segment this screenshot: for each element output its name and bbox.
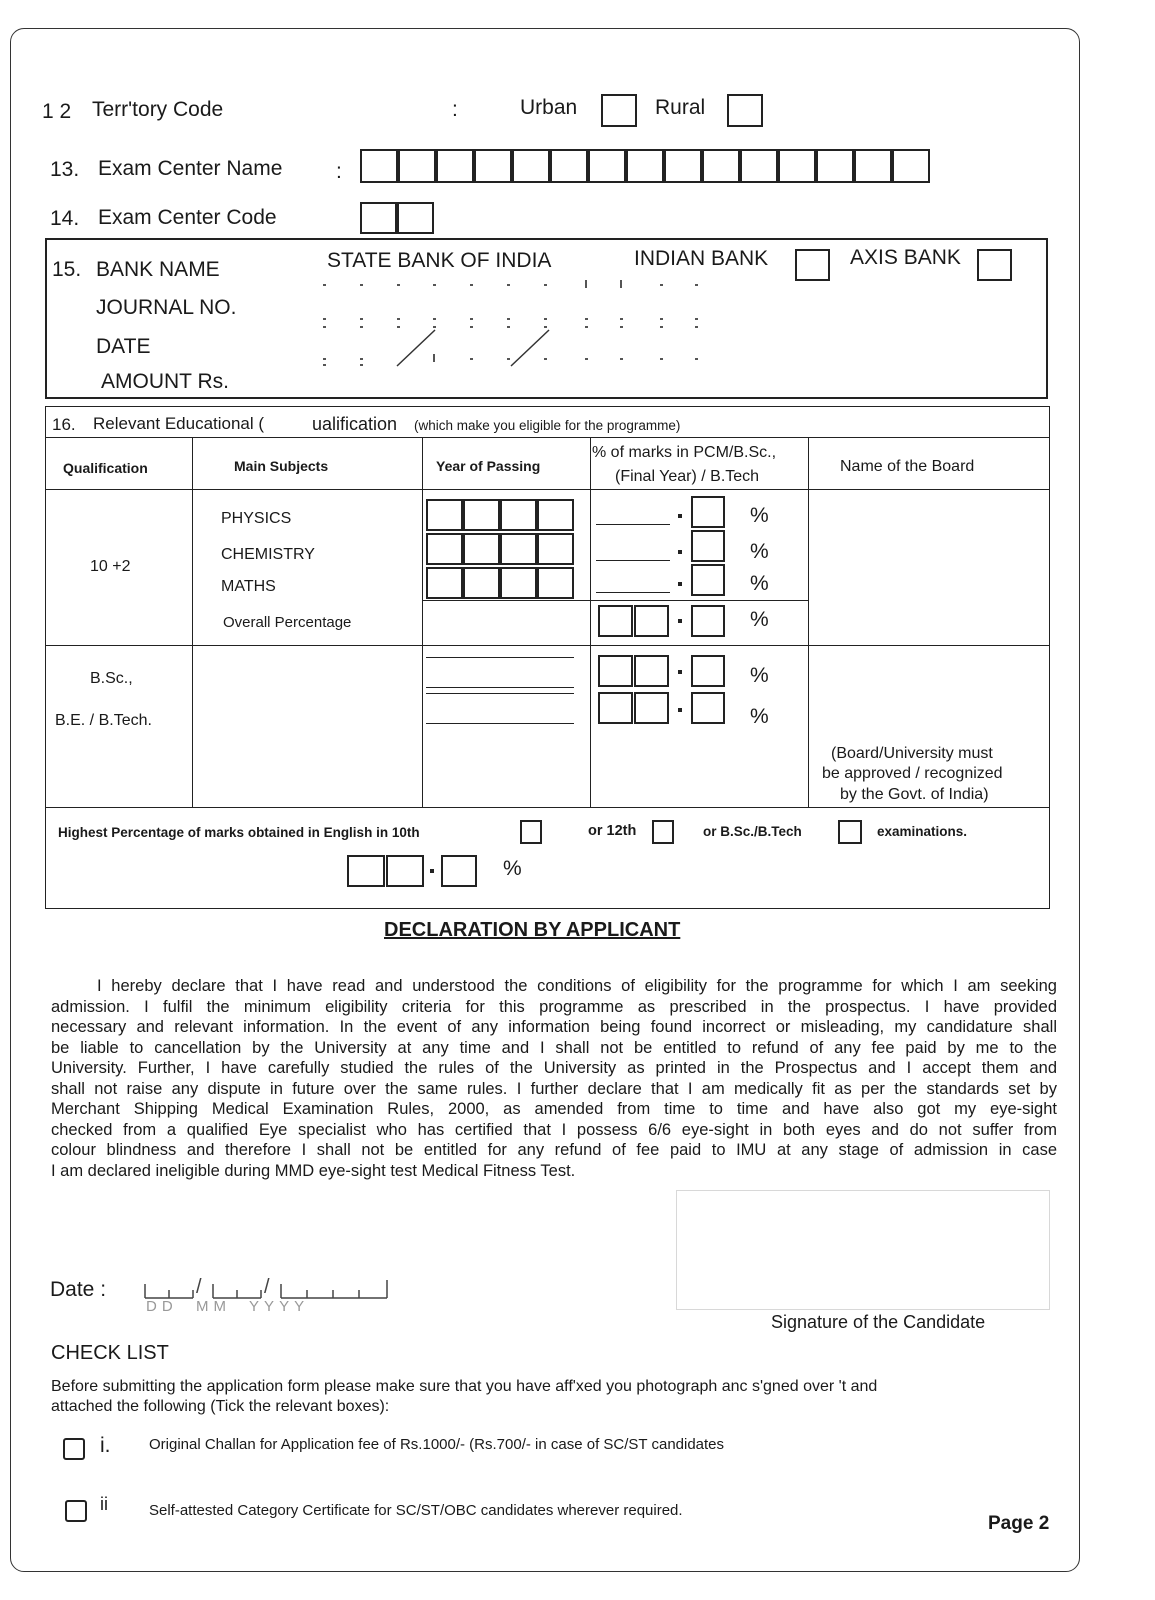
digit-box[interactable] [537, 567, 574, 599]
year-boxes-maths[interactable] [426, 567, 574, 599]
challan-checkbox[interactable] [63, 1438, 85, 1460]
char-box[interactable] [740, 149, 778, 183]
digit-box[interactable] [537, 499, 574, 531]
checklist-item1-text: Original Challan for Application fee of Rs.1000/- (Rs.700/- in case of SC/ST candidates [149, 1436, 725, 1453]
char-box[interactable] [550, 149, 588, 183]
checklist-intro-1: Before submitting the application form please make sure that you have aff'xed you photograph anc s'gned over 't and [51, 1378, 878, 1395]
year-boxes-chemistry[interactable] [426, 533, 574, 565]
declaration-line: be liable to cancellation by the University at any time and I shall not be entitled to refund of any fee paid by me to the [51, 1038, 1057, 1057]
urban-label: Urban [520, 96, 578, 119]
board-note-2: be approved / recognized [822, 765, 1003, 782]
chemistry-decimal-box[interactable] [691, 530, 725, 562]
indian-bank-checkbox[interactable] [795, 249, 830, 281]
journal-no-label: JOURNAL NO. [96, 296, 237, 319]
header-pct-b: (Final Year) / B.Tech [615, 468, 760, 485]
btech-digit-box[interactable] [634, 692, 669, 724]
sbi-label: STATE BANK OF INDIA [327, 249, 552, 272]
declaration-line: Merchant Shipping Medical Examination Rules, 2000, as amended from time to time and have also got my eye-sight [51, 1100, 1057, 1118]
date-slash-1: / [196, 1276, 202, 1298]
overall-decimal-box[interactable] [691, 605, 725, 637]
page-number: Page 2 [988, 1513, 1050, 1534]
char-box[interactable] [474, 149, 512, 183]
digit-box[interactable] [500, 499, 537, 531]
english-digit-box[interactable] [386, 855, 424, 887]
bsc-digit-box[interactable] [598, 655, 633, 687]
item14-number: 14. [50, 207, 80, 230]
maths-pct-sign: % [750, 572, 769, 595]
amount-label: AMOUNT Rs. [101, 370, 229, 393]
declaration-line: University. Further, I have carefully studied the rules of the University as printed in the Prospectus and I accept them and [51, 1059, 1057, 1077]
char-box[interactable] [360, 202, 397, 234]
digit-box[interactable] [426, 567, 463, 599]
checklist-intro-2: attached the following (Tick the relevant boxes): [51, 1398, 390, 1415]
indian-bank-label: INDIAN BANK [634, 247, 769, 270]
rural-label: Rural [655, 96, 706, 119]
char-box[interactable] [664, 149, 702, 183]
btech-digit-box[interactable] [598, 692, 633, 724]
chemistry-pct-sign: % [750, 540, 769, 563]
exam-center-name-label: Exam Center Name [98, 157, 283, 180]
header-pct-a: % of marks in PCM/B.Sc., [592, 444, 777, 461]
physics-pct-sign: % [750, 504, 769, 527]
qual-be-btech: B.E. / B.Tech. [55, 712, 152, 729]
bsc-decimal-box[interactable] [691, 655, 725, 687]
item12-number: 1 2 [42, 100, 72, 123]
header-qualification: Qualification [63, 460, 148, 476]
declaration-line: colour blindness and therefore I shall not be entitled for any refund of fee paid to IMU at any stage of admission in case [51, 1141, 1057, 1159]
urban-checkbox[interactable] [601, 94, 637, 127]
declaration-date-label: Date : [50, 1278, 107, 1301]
english-pct-sign: % [503, 857, 522, 880]
char-box[interactable] [854, 149, 892, 183]
digit-box[interactable] [426, 499, 463, 531]
declaration-line: I hereby declare that I have read and understood the conditions of eligibility for the programme for which I am seeking [97, 977, 1057, 995]
english-10th-checkbox[interactable] [520, 820, 542, 844]
english-exams-label: examinations. [877, 824, 968, 839]
char-box[interactable] [778, 149, 816, 183]
subject-physics: PHYSICS [221, 510, 292, 527]
overall-digit-box[interactable] [634, 605, 669, 637]
english-orbsc-label: or B.Sc./B.Tech [703, 824, 802, 839]
english-or12-label: or 12th [588, 823, 637, 839]
physics-decimal-box[interactable] [691, 496, 725, 528]
declaration-text [51, 976, 1057, 1181]
declaration-line: shall not raise any dispute in future over the same rules. I further declare that I am medically fit as per the standards set by [51, 1079, 1057, 1098]
axis-bank-checkbox[interactable] [977, 249, 1012, 281]
digit-box[interactable] [426, 533, 463, 565]
exam-center-code-boxes[interactable] [360, 202, 434, 234]
char-box[interactable] [588, 149, 626, 183]
axis-bank-label: AXIS BANK [850, 246, 961, 269]
exam-center-code-label: Exam Center Code [98, 206, 277, 229]
maths-decimal-box[interactable] [691, 564, 725, 596]
item13-number: 13. [50, 158, 80, 181]
rural-checkbox[interactable] [727, 94, 763, 127]
date-label: DATE [96, 335, 151, 358]
digit-box[interactable] [500, 533, 537, 565]
signature-label: Signature of the Candidate [771, 1312, 986, 1332]
english-bsc-checkbox[interactable] [838, 820, 862, 844]
item16-number: 16. [52, 415, 76, 434]
item16-title-note: (which make you eligible for the programme) [414, 418, 681, 433]
bsc-digit-box[interactable] [634, 655, 669, 687]
char-box[interactable] [892, 149, 930, 183]
char-box[interactable] [626, 149, 664, 183]
digit-box[interactable] [463, 533, 500, 565]
declaration-line: admission. I fulfil the minimum eligibility criteria for this programme as prescribed in the prospectus. I have provided [51, 997, 1057, 1016]
overall-pct-sign: % [750, 608, 769, 631]
bsc-pct-sign: % [750, 664, 769, 687]
digit-box[interactable] [500, 567, 537, 599]
exam-center-name-boxes[interactable] [360, 149, 930, 183]
qual-bsc: B.Sc., [90, 670, 133, 687]
btech-pct-sign: % [750, 705, 769, 728]
item12-colon: : [452, 98, 458, 121]
english-12th-checkbox[interactable] [652, 820, 674, 844]
date-slash-2: / [264, 1276, 270, 1298]
category-cert-checkbox[interactable] [65, 1500, 87, 1522]
digit-box[interactable] [537, 533, 574, 565]
item13-colon: : [336, 160, 342, 183]
header-board: Name of the Board [840, 458, 975, 475]
char-box[interactable] [398, 149, 436, 183]
territory-code-label: Terr'tory Code [92, 98, 224, 121]
english-decimal-box[interactable] [441, 855, 477, 887]
char-box[interactable] [397, 202, 434, 234]
char-box[interactable] [816, 149, 854, 183]
checklist-item1-num: i. [100, 1434, 111, 1457]
overall-percentage-label: Overall Percentage [223, 614, 352, 631]
item16-title-b: ualification [312, 414, 398, 434]
signature-box[interactable] [676, 1190, 1050, 1310]
header-year-of-passing: Year of Passing [436, 458, 541, 474]
declaration-title: DECLARATION BY APPLICANT [384, 919, 681, 941]
overall-digit-box[interactable] [598, 605, 633, 637]
checklist-title: CHECK LIST [51, 1342, 169, 1364]
digit-box[interactable] [463, 499, 500, 531]
char-box[interactable] [436, 149, 474, 183]
declaration-line: necessary and relevant information. In the event of any information being found incorrect or misleading, my candidature shall [51, 1018, 1057, 1036]
declaration-line: I am declared ineligible during MMD eye-sight test Medical Fitness Test. [51, 1161, 576, 1180]
subject-chemistry: CHEMISTRY [221, 546, 315, 563]
char-box[interactable] [360, 149, 398, 183]
english-label: Highest Percentage of marks obtained in English in 10th [58, 825, 420, 840]
checklist-item2-num: ii [100, 1494, 108, 1514]
year-boxes-physics[interactable] [426, 499, 574, 531]
char-box[interactable] [512, 149, 550, 183]
qual-10plus2: 10 +2 [90, 558, 131, 575]
declaration-line: checked from a qualified Eye specialist who has certified that I possess 6/6 eye-sight in both eyes and do not suffer from [51, 1120, 1057, 1139]
bank-entry-marks[interactable] [315, 278, 715, 368]
item16-title-a: Relevant Educational ( [93, 414, 265, 433]
char-box[interactable] [702, 149, 740, 183]
digit-box[interactable] [463, 567, 500, 599]
checklist-item2-text: Self-attested Category Certificate for SC/ST/OBC candidates wherever required. [149, 1502, 683, 1519]
btech-decimal-box[interactable] [691, 692, 725, 724]
bank-name-label: BANK NAME [96, 258, 220, 281]
item15-number: 15. [52, 258, 82, 281]
board-note-3: by the Govt. of India) [840, 786, 989, 803]
subject-maths: MATHS [221, 578, 276, 595]
english-digit-box[interactable] [347, 855, 385, 887]
date-format-hint: DD MM YYYY [146, 1298, 310, 1315]
board-note-1: (Board/University must [831, 745, 993, 762]
header-main-subjects: Main Subjects [234, 458, 329, 474]
